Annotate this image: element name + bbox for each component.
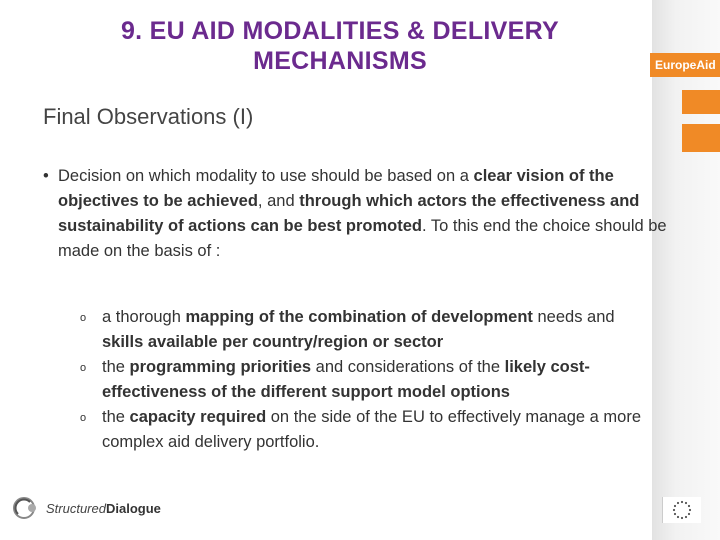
europeaid-tag: EuropeAid — [650, 53, 720, 77]
text-run: Decision on which modality to use should be based on a — [58, 167, 474, 185]
logo-word: Structured — [46, 500, 106, 516]
slide-subtitle: Final Observations (I) — [43, 104, 254, 129]
text-run: the — [102, 358, 130, 376]
slide-title-line: 9. EU AID MODALITIES & DELIVERY — [120, 17, 560, 45]
eu-flag — [662, 497, 701, 523]
sub-bullet-item — [80, 405, 660, 455]
slide-title-line: MECHANISMS — [253, 47, 427, 75]
dialogue-logo-icon — [12, 496, 42, 520]
bold-run: through which actors the effectiveness and sustainability of actions can be best promoted — [58, 192, 640, 235]
text-run: on the side of the EU to effectively manage a more complex aid delivery portfolio. — [102, 408, 641, 451]
logo-text — [46, 501, 161, 516]
bold-run: mapping of the combination of development — [185, 308, 533, 326]
bold-run: likely cost-effectiveness of the different support model options — [102, 358, 590, 401]
sub-bullet-list — [80, 305, 660, 455]
bold-run: clear vision of the objectives to be achieved — [58, 167, 614, 210]
sidebar-decoration — [652, 0, 720, 540]
text-run: a thorough — [102, 308, 186, 326]
text-run: the — [102, 408, 130, 426]
bullet-marker: • — [43, 167, 49, 185]
structured-dialogue-logo — [12, 496, 161, 520]
accent-square — [682, 124, 720, 152]
sub-bullet-marker: o — [80, 412, 87, 424]
sub-bullet-item — [80, 355, 660, 405]
text-run: needs — [532, 308, 583, 326]
text-run: . To this end the choice should be made on the basis of : — [58, 217, 667, 260]
main-bullet — [43, 164, 668, 264]
text-run: and — [582, 308, 615, 326]
sub-bullet-item — [80, 305, 660, 355]
text-run: and considerations of the — [311, 358, 505, 376]
slide-title — [40, 16, 640, 76]
sub-bullet-marker: o — [80, 362, 87, 374]
bold-run: capacity required — [129, 408, 267, 426]
bold-run: skills available per country/region or sector — [102, 333, 444, 351]
text-run: , and — [257, 192, 300, 210]
bold-run: programming priorities — [129, 358, 312, 376]
accent-square — [682, 90, 720, 114]
bullet-text — [58, 164, 668, 264]
logo-word: Dialogue — [105, 500, 161, 516]
eu-stars-icon — [663, 497, 701, 523]
sub-bullet-marker: o — [80, 312, 87, 324]
